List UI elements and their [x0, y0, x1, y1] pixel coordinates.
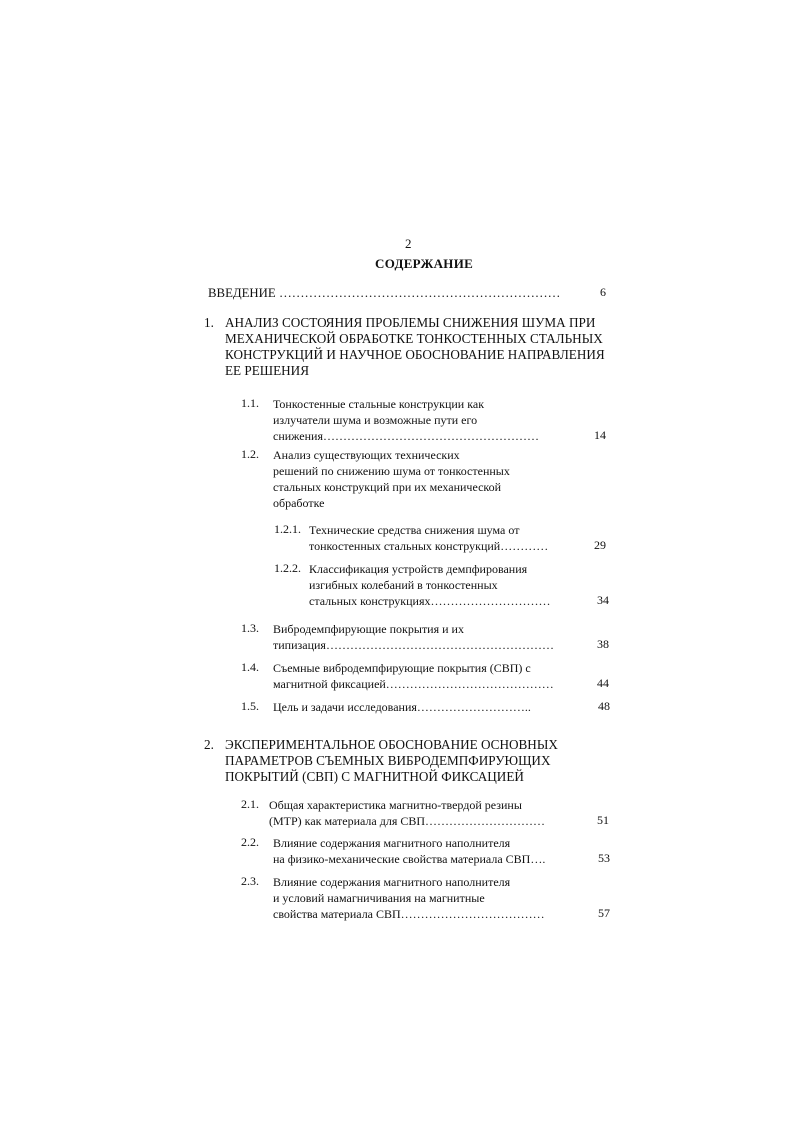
chapter-1-title [225, 315, 605, 379]
toc-item-line: Цель и задачи исследования……………………….. [273, 700, 531, 714]
toc-item-page: 14 [594, 428, 606, 442]
toc-item-text [309, 561, 551, 609]
toc-item-page: 34 [597, 593, 609, 607]
toc-item-number: 2.1. [241, 797, 259, 811]
toc-item-line: Съемные вибродемпфирующие покрытия (СВП) с [273, 661, 531, 675]
toc-item-line: свойства материала СВП……………………………… [273, 907, 545, 921]
toc-item-text [273, 835, 545, 867]
toc-item-page: 29 [594, 538, 606, 552]
toc-item-line: обработке [273, 496, 325, 510]
toc-item-text [269, 797, 545, 829]
toc-item-text [273, 874, 545, 922]
toc-item-page: 38 [597, 637, 609, 651]
toc-item-line: магнитной фиксацией…………………………………… [273, 677, 554, 691]
toc-item-line: типизация………………………………………………… [273, 638, 554, 652]
toc-item-line: Анализ существующих технических [273, 448, 460, 462]
toc-item-line: Вибродемпфирующие покрытия и их [273, 622, 464, 636]
toc-item-line: стальных конструкциях………………………… [309, 594, 551, 608]
chapter-1-title-line: ЕЕ РЕШЕНИЯ [225, 363, 309, 378]
chapter-1-title-line: АНАЛИЗ СОСТОЯНИЯ ПРОБЛЕМЫ СНИЖЕНИЯ ШУМА ПРИ [225, 315, 596, 330]
toc-intro-dots: ………………………………………………………… [278, 286, 561, 300]
toc-item-page: 57 [598, 906, 610, 920]
toc-item-number: 1.5. [241, 699, 259, 713]
toc-item-line: тонкостенных стальных конструкций………… [309, 539, 549, 553]
toc-item-number: 2.3. [241, 874, 259, 888]
toc-item-line: и условий намагничивания на магнитные [273, 891, 485, 905]
chapter-2-title-line: ПОКРЫТИЙ (СВП) С МАГНИТНОЙ ФИКСАЦИЕЙ [225, 769, 524, 784]
chapter-1-title-line: МЕХАНИЧЕСКОЙ ОБРАБОТКЕ ТОНКОСТЕННЫХ СТАЛЬНЫХ [225, 331, 603, 346]
toc-item-line: Технические средства снижения шума от [309, 523, 520, 537]
chapter-2-title-line: ПАРАМЕТРОВ СЪЕМНЫХ ВИБРОДЕМПФИРУЮЩИХ [225, 753, 551, 768]
page-number: 2 [405, 236, 412, 251]
toc-item-line: изгибных колебаний в тонкостенных [309, 578, 498, 592]
toc-item-line: Классификация устройств демпфирования [309, 562, 528, 576]
toc-item-text [273, 621, 554, 653]
toc-item-line: снижения……………………………………………… [273, 429, 539, 443]
toc-item-line: Общая характеристика магнитно-твердой резины [269, 798, 522, 812]
chapter-1-title-line: КОНСТРУКЦИЙ И НАУЧНОЕ ОБОСНОВАНИЕ НАПРАВЛЕНИЯ [225, 347, 605, 362]
toc-item-number: 1.2. [241, 447, 259, 461]
toc-item-line: излучатели шума и возможные пути его [273, 413, 478, 427]
toc-item-page: 44 [597, 676, 609, 690]
toc-item-text [273, 447, 510, 511]
toc-item-number: 1.1. [241, 396, 259, 410]
page-title: СОДЕРЖАНИЕ [375, 256, 474, 271]
chapter-2-title-line: ЭКСПЕРИМЕНТАЛЬНОЕ ОБОСНОВАНИЕ ОСНОВНЫХ [225, 737, 558, 752]
chapter-2-number: 2. [204, 737, 214, 752]
toc-item-text [273, 396, 539, 444]
toc-item-number: 1.4. [241, 660, 259, 674]
toc-item-page: 48 [598, 699, 610, 713]
toc-intro-page: 6 [600, 285, 606, 299]
toc-item-number: 1.3. [241, 621, 259, 635]
chapter-1-number: 1. [204, 315, 214, 330]
toc-item-number: 1.2.1. [274, 522, 301, 536]
toc-item-line: (МТР) как материала для СВП………………………… [269, 814, 546, 828]
toc-item-line: решений по снижению шума от тонкостенных [273, 464, 510, 478]
toc-intro-label: ВВЕДЕНИЕ [208, 286, 276, 300]
toc-item-line: стальных конструкций при их механической [273, 480, 502, 494]
toc-item-page: 53 [598, 851, 610, 865]
toc-item-line: Тонкостенные стальные конструкции как [273, 397, 485, 411]
toc-item-text [309, 522, 548, 554]
toc-item-page: 51 [597, 813, 609, 827]
toc-item-text [273, 699, 531, 715]
toc-item-line: Влияние содержания магнитного наполнителя [273, 836, 511, 850]
toc-intro [208, 285, 560, 301]
chapter-2-title [225, 737, 558, 785]
toc-item-line: Влияние содержания магнитного наполнителя [273, 875, 511, 889]
toc-item-number: 2.2. [241, 835, 259, 849]
toc-item-line: на физико-механические свойства материала СВП…. [273, 852, 546, 866]
toc-item-text [273, 660, 554, 692]
toc-item-number: 1.2.2. [274, 561, 301, 575]
